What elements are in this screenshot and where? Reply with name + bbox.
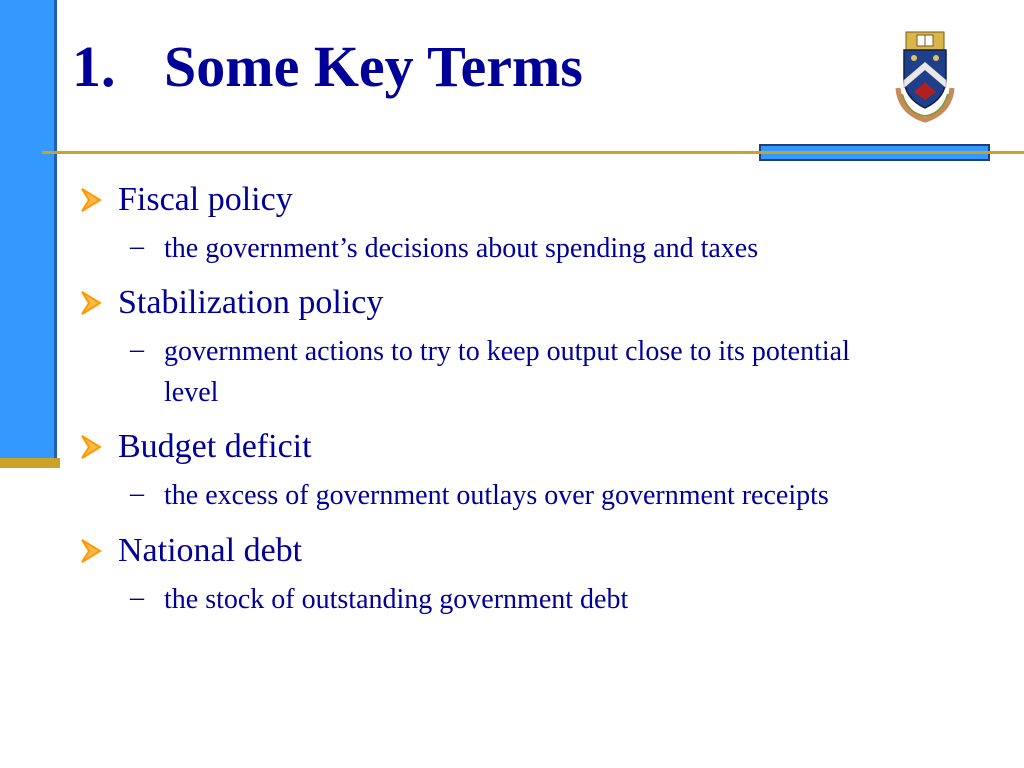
- definition: [118, 476, 980, 517]
- sub-bullet-dash: –: [130, 581, 144, 613]
- sub-bullet-dash: –: [130, 334, 144, 366]
- left-accent-bar-foot: [0, 458, 60, 468]
- definition: [118, 332, 980, 413]
- arrowhead-bullet-icon: [80, 434, 110, 460]
- arrowhead-bullet-icon: [80, 290, 110, 316]
- arrowhead-bullet-icon: [80, 187, 110, 213]
- term-label: National debt: [118, 531, 303, 569]
- definition-text: the excess of government outlays over government receipts: [164, 480, 829, 512]
- university-crest-icon: [890, 28, 960, 124]
- arrowhead-bullet-icon: [80, 538, 110, 564]
- term-label: Budget deficit: [118, 428, 312, 466]
- sub-bullet-dash: –: [130, 478, 144, 510]
- slide-title: [72, 34, 583, 99]
- definition-text: the stock of outstanding government debt: [164, 583, 629, 615]
- bullet-list: [80, 180, 980, 634]
- term-label: Fiscal policy: [118, 181, 293, 218]
- term-label: Stabilization policy: [118, 284, 384, 322]
- title-number: 1.: [72, 34, 116, 99]
- definition: [118, 580, 980, 621]
- definition-text: government actions to try to keep output close to its potential level: [164, 336, 850, 408]
- list-item-budget-deficit: [80, 427, 980, 516]
- header-accent-box-line: [759, 151, 990, 154]
- title-text: Some Key Terms: [164, 34, 583, 99]
- left-accent-bar: [0, 0, 57, 458]
- list-item-fiscal-policy: [80, 180, 980, 269]
- sub-bullet-dash: –: [130, 230, 144, 262]
- list-item-national-debt: [80, 531, 980, 620]
- definition: [118, 229, 980, 270]
- list-item-stabilization-policy: [80, 283, 980, 413]
- definition-text: the government’s decisions about spending and taxes: [164, 232, 759, 264]
